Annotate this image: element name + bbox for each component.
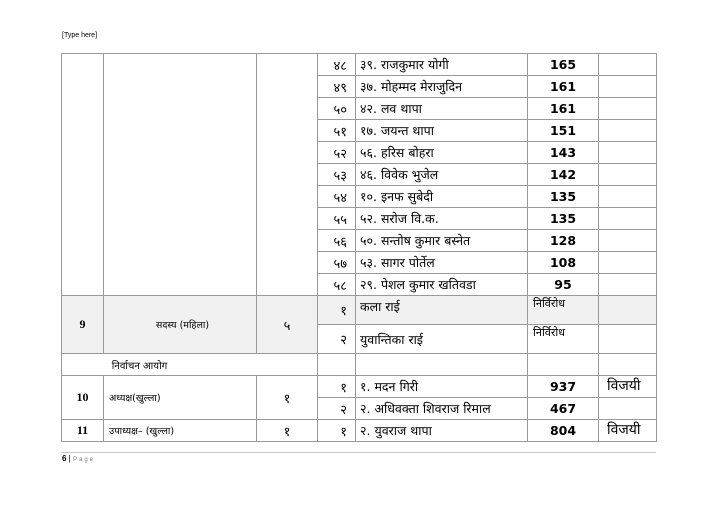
vote-count: 161	[528, 76, 599, 98]
candidate-name: युवान्तिका राई	[356, 325, 528, 354]
vote-count: 135	[528, 208, 599, 230]
seat-count: ५	[257, 296, 318, 354]
page-footer	[62, 454, 95, 463]
candidate-index: ५५	[318, 208, 356, 230]
result-cell	[599, 54, 657, 76]
result-winner: विजयी	[599, 420, 657, 442]
candidate-index: ४९	[318, 76, 356, 98]
unopposed-status: निर्विरोध	[528, 325, 599, 354]
candidate-index: ५३	[318, 164, 356, 186]
vote-count: 804	[528, 420, 599, 442]
candidate-name: ३९. राजकुमार योगी	[356, 54, 528, 76]
candidate-index: २	[318, 398, 356, 420]
vote-count: 165	[528, 54, 599, 76]
candidate-name: ५३. सागर पोर्तेल	[356, 252, 528, 274]
candidate-name: २. अधिवक्ता शिवराज रिमाल	[356, 398, 528, 420]
page-label: Page	[72, 457, 95, 463]
result-cell	[599, 98, 657, 120]
footer-separator: |	[66, 454, 73, 463]
candidate-name: २. युवराज थापा	[356, 420, 528, 442]
result-cell	[599, 296, 657, 325]
result-cell	[599, 76, 657, 98]
post-title: सदस्य (महिला)	[104, 296, 257, 354]
vote-count: 135	[528, 186, 599, 208]
table-row	[62, 296, 657, 325]
post-number: 9	[62, 296, 104, 354]
candidate-name: १०. इनफ सुबेदी	[356, 186, 528, 208]
table-row	[62, 54, 657, 76]
page-number: 6	[62, 454, 67, 463]
num-cell	[62, 54, 104, 296]
seat-count: १	[257, 420, 318, 442]
table-row	[62, 420, 657, 442]
unopposed-status: निर्विरोध	[528, 296, 599, 325]
candidate-index: १	[318, 376, 356, 398]
result-cell	[599, 252, 657, 274]
vote-count: 467	[528, 398, 599, 420]
post-number: 10	[62, 376, 104, 420]
candidate-index: ५१	[318, 120, 356, 142]
result-cell	[599, 164, 657, 186]
post-number: 11	[62, 420, 104, 442]
candidate-name: ३७. मोहम्मद मेराजुदिन	[356, 76, 528, 98]
vote-count: 937	[528, 376, 599, 398]
result-cell	[599, 208, 657, 230]
candidate-index: २	[318, 325, 356, 354]
result-cell	[599, 120, 657, 142]
vote-count: 108	[528, 252, 599, 274]
vote-count: 142	[528, 164, 599, 186]
candidate-index: १	[318, 420, 356, 442]
vote-count: 128	[528, 230, 599, 252]
candidate-index: ५०	[318, 98, 356, 120]
vote-count: 161	[528, 98, 599, 120]
result-winner: विजयी	[599, 376, 657, 398]
empty-cell	[356, 354, 528, 376]
candidate-name: ४२. लव थापा	[356, 98, 528, 120]
candidate-index: १	[318, 296, 356, 325]
post-cell	[104, 54, 257, 296]
vote-count: 151	[528, 120, 599, 142]
result-cell	[599, 398, 657, 420]
candidate-index: ५७	[318, 252, 356, 274]
vote-count: 95	[528, 274, 599, 296]
vote-count: 143	[528, 142, 599, 164]
candidate-name: १७. जयन्त थापा	[356, 120, 528, 142]
result-cell	[599, 325, 657, 354]
candidate-name: १. मदन गिरी	[356, 376, 528, 398]
candidate-index: ५२	[318, 142, 356, 164]
empty-cell	[318, 354, 356, 376]
table-row	[62, 354, 657, 376]
results-table	[61, 53, 657, 442]
candidate-name: ५२. सरोज वि.क.	[356, 208, 528, 230]
result-cell	[599, 230, 657, 252]
candidate-index: ५६	[318, 230, 356, 252]
commission-label: निर्वाचन आयोग	[62, 354, 318, 376]
empty-cell	[599, 354, 657, 376]
empty-cell	[528, 354, 599, 376]
candidate-name: २९. पेशल कुमार खतिवडा	[356, 274, 528, 296]
candidate-name: ५०. सन्तोष कुमार बस्नेत	[356, 230, 528, 252]
footer-divider	[61, 452, 656, 453]
result-cell	[599, 186, 657, 208]
result-cell	[599, 274, 657, 296]
page-header: [Type here]	[62, 32, 98, 39]
candidate-name: कला राई	[356, 296, 528, 325]
seats-cell	[257, 54, 318, 296]
candidate-index: ५८	[318, 274, 356, 296]
post-title: उपाध्यक्ष– (खुल्ला)	[104, 420, 257, 442]
result-cell	[599, 142, 657, 164]
candidate-name: ५६. हरिस बोहरा	[356, 142, 528, 164]
candidate-name: ४६. विवेक भुजेल	[356, 164, 528, 186]
candidate-index: ४८	[318, 54, 356, 76]
table-row	[62, 376, 657, 398]
seat-count: १	[257, 376, 318, 420]
candidate-index: ५४	[318, 186, 356, 208]
post-title: अध्यक्ष(खुल्ला)	[104, 376, 257, 420]
